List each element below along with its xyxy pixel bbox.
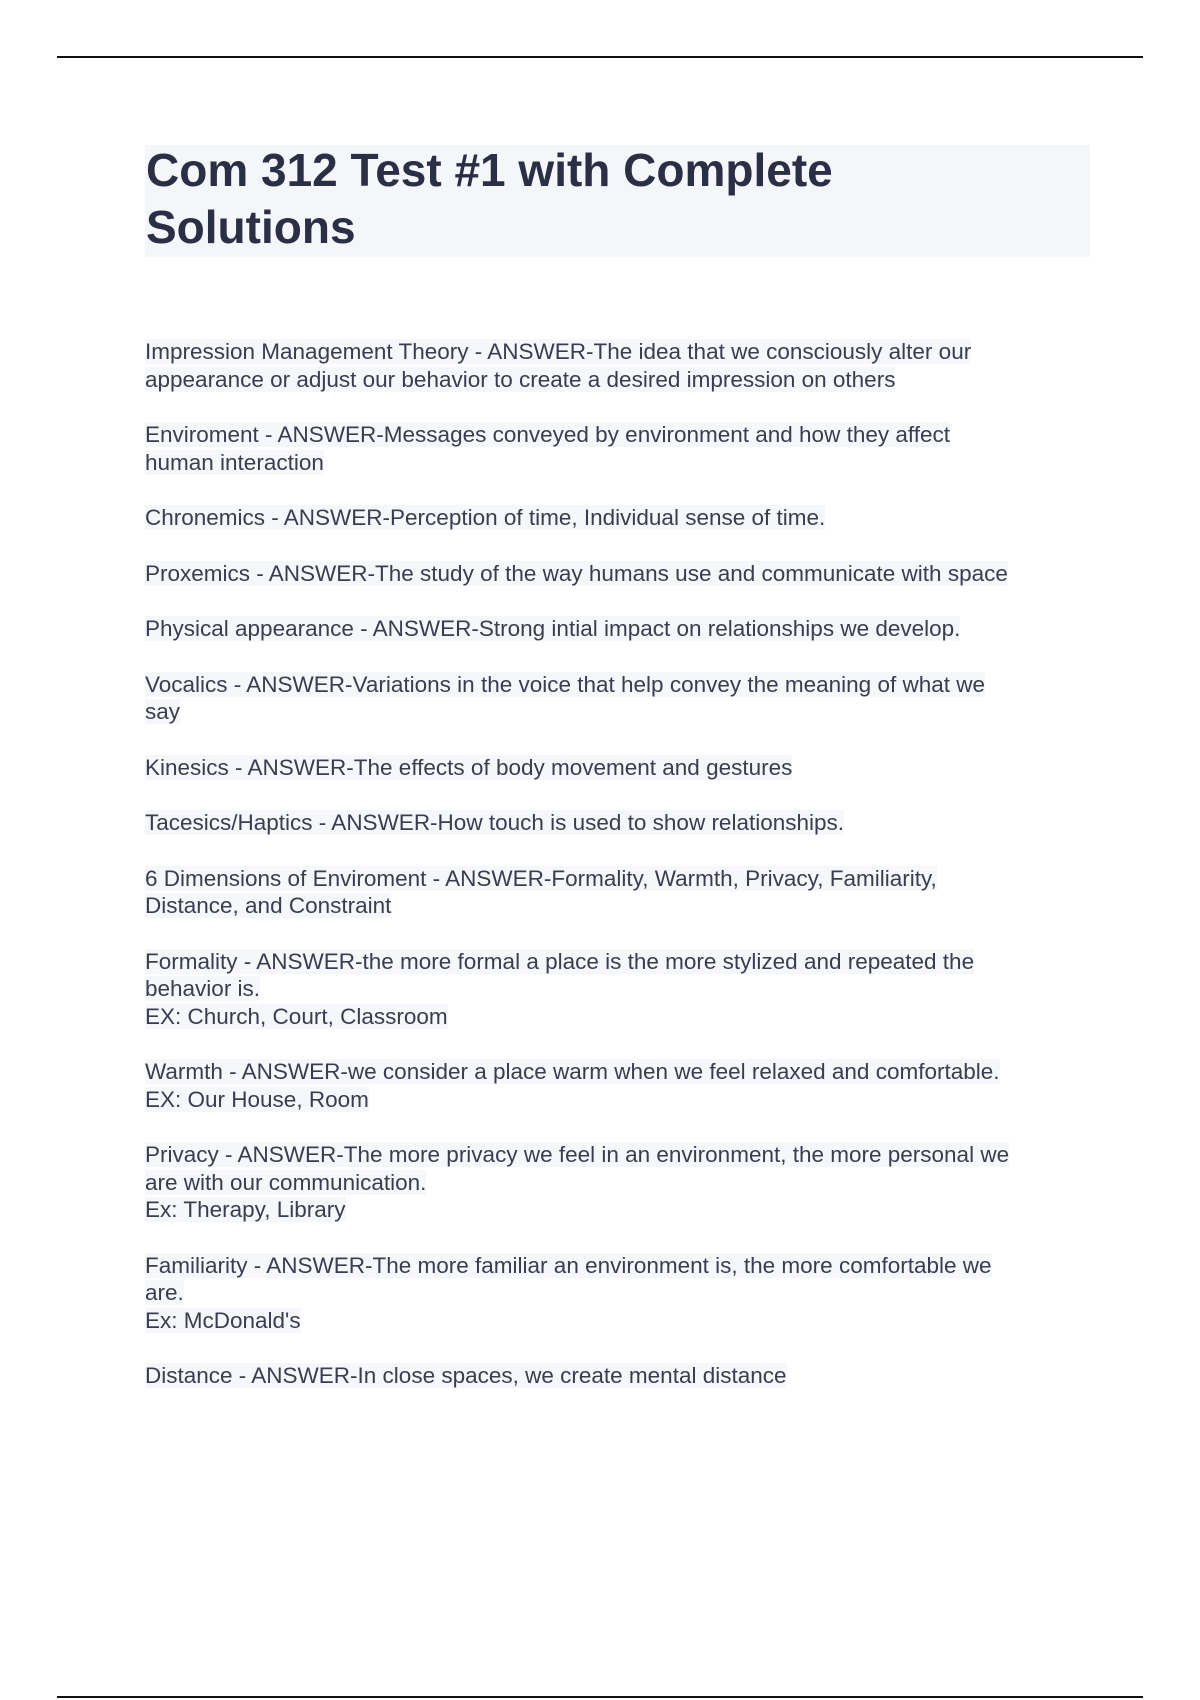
qa-text: are with our communication.	[145, 1169, 427, 1195]
qa-item	[145, 338, 1090, 393]
qa-line	[145, 975, 1090, 1003]
qa-line	[145, 698, 1090, 726]
qa-item	[145, 809, 1090, 837]
qa-line	[145, 1003, 1090, 1031]
qa-text: Vocalics - ANSWER-Variations in the voice that help convey the meaning of what we	[145, 671, 986, 697]
qa-text: Physical appearance - ANSWER-Strong intial impact on relationships we develop.	[145, 616, 961, 641]
qa-item	[145, 671, 1090, 726]
qa-text: EX: Our House, Room	[145, 1086, 369, 1112]
qa-text: Tacesics/Haptics - ANSWER-How touch is used to show relationships.	[145, 810, 845, 835]
qa-item	[145, 615, 1090, 643]
qa-item	[145, 754, 1090, 782]
qa-item	[145, 1362, 1090, 1390]
qa-line	[145, 366, 1090, 394]
qa-line	[145, 1058, 1090, 1086]
qa-line	[145, 421, 1090, 449]
qa-item	[145, 1141, 1090, 1224]
qa-text: EX: Church, Court, Classroom	[145, 1003, 448, 1029]
qa-text: Ex: McDonald's	[145, 1307, 301, 1333]
qa-item	[145, 1252, 1090, 1335]
qa-item	[145, 421, 1090, 476]
qa-line	[145, 1279, 1090, 1307]
qa-item	[145, 865, 1090, 920]
qa-line	[145, 1307, 1090, 1335]
qa-text: are.	[145, 1280, 184, 1305]
title-line: Com 312 Test #1 with Complete	[146, 144, 833, 196]
qa-text: Privacy - ANSWER-The more privacy we feel in an environment, the more personal we	[145, 1142, 1010, 1167]
qa-line	[145, 892, 1090, 920]
top-rule	[57, 56, 1143, 58]
qa-line	[145, 948, 1090, 976]
qa-line	[145, 560, 1090, 588]
qa-line	[145, 809, 1090, 837]
qa-text: Distance - ANSWER-In close spaces, we create mental distance	[145, 1363, 787, 1388]
bottom-rule	[57, 1696, 1143, 1698]
qa-line	[145, 449, 1090, 477]
qa-text: Formality - ANSWER-the more formal a place is the more stylized and repeated the	[145, 948, 975, 974]
qa-list	[145, 338, 1090, 1418]
qa-line	[145, 1362, 1090, 1390]
qa-line	[145, 671, 1090, 699]
qa-item	[145, 1058, 1090, 1113]
qa-line	[145, 504, 1090, 532]
qa-text: human interaction	[145, 449, 324, 475]
qa-text: Chronemics - ANSWER-Perception of time, Individual sense of time.	[145, 505, 826, 530]
qa-text: Familiarity - ANSWER-The more familiar an environment is, the more comfortable we	[145, 1252, 992, 1278]
qa-text: say	[145, 699, 181, 724]
qa-text: Enviroment - ANSWER-Messages conveyed by environment and how they affect	[145, 422, 950, 447]
qa-line	[145, 1196, 1090, 1224]
qa-item	[145, 504, 1090, 532]
qa-text: Distance, and Constraint	[145, 893, 392, 918]
qa-text: Proxemics - ANSWER-The study of the way humans use and communicate with space	[145, 560, 1008, 586]
qa-item	[145, 948, 1090, 1031]
qa-line	[145, 1169, 1090, 1197]
qa-text: Kinesics - ANSWER-The effects of body movement and gestures	[145, 754, 793, 780]
qa-line	[145, 615, 1090, 643]
qa-text: 6 Dimensions of Enviroment - ANSWER-Formality, Warmth, Privacy, Familiarity,	[145, 865, 937, 891]
qa-line	[145, 865, 1090, 893]
qa-text: Impression Management Theory - ANSWER-The idea that we consciously alter our	[145, 339, 972, 364]
title-line: Solutions	[146, 201, 356, 253]
qa-line	[145, 754, 1090, 782]
qa-line	[145, 1086, 1090, 1114]
qa-text: appearance or adjust our behavior to create a desired impression on others	[145, 366, 896, 392]
qa-line	[145, 1252, 1090, 1280]
qa-text: Warmth - ANSWER-we consider a place warm when we feel relaxed and comfortable.	[145, 1059, 1000, 1084]
qa-text: Ex: Therapy, Library	[145, 1197, 346, 1222]
qa-text: behavior is.	[145, 976, 261, 1001]
qa-line	[145, 1141, 1090, 1169]
qa-item	[145, 560, 1090, 588]
document-title	[146, 142, 1046, 256]
qa-line	[145, 338, 1090, 366]
